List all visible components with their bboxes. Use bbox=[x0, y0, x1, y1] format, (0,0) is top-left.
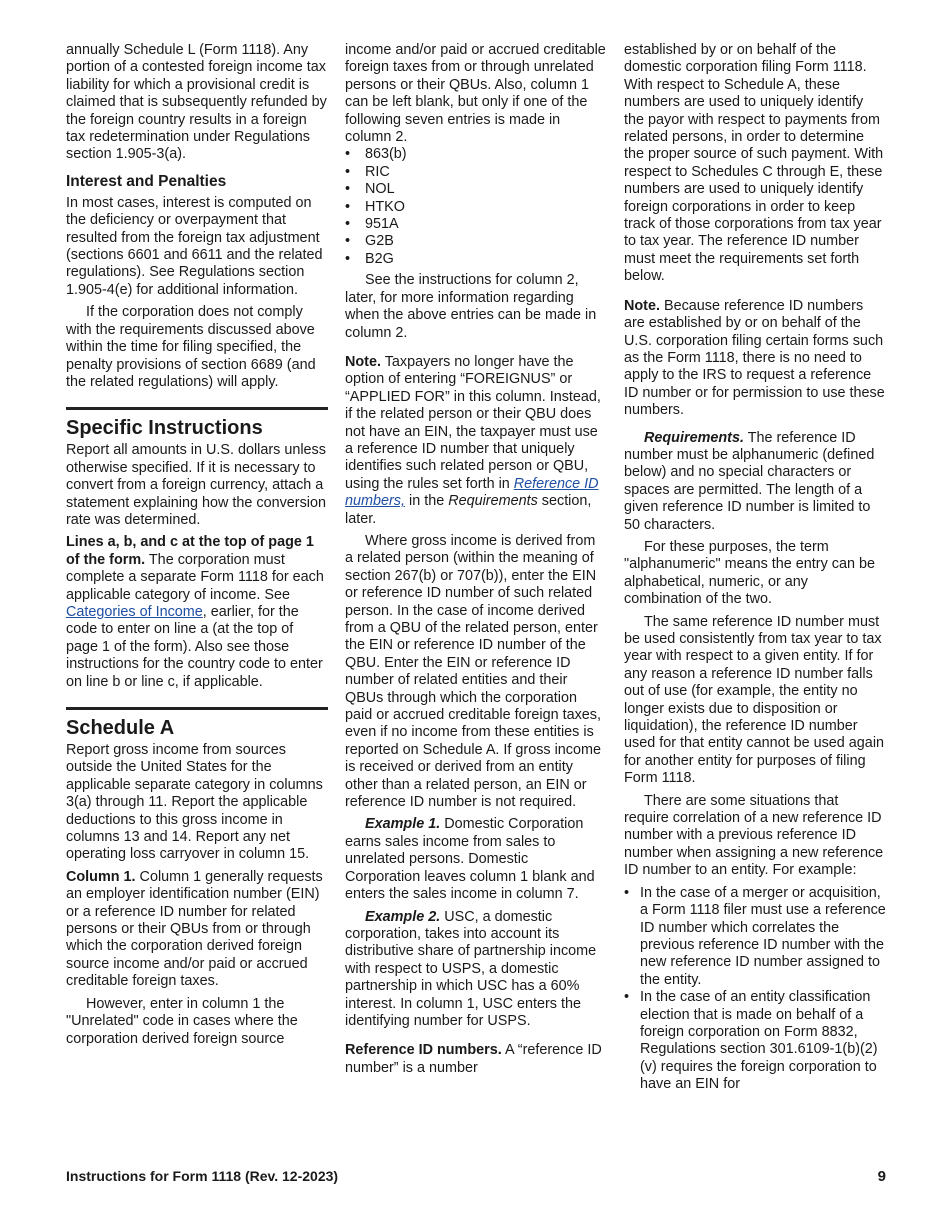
lines-abc-paragraph: Lines a, b, and c at the top of page 1 of the form. The corporation must complete a separate Form 1118 for each applicable category of income. See Categories of Income, earlier, for the code to enter on line a (at the top of page 1 of the form). Also see those instructions for the country code to enter on line b or line c, if applicable. bbox=[66, 534, 324, 690]
list-item: • In the case of an entity classification election that is made on behalf of a foreign corporation on Form 8832, Regulations section 301.6109-1(b)(2)(v) requires the foreign corporation to have an EIN for bbox=[624, 989, 878, 1093]
paragraph: income and/or paid or accrued creditable foreign taxes from or through unrelated persons or their QBUs. Also, column 1 can be left blank, but only if one of the following seven entries is made in column 2. bbox=[345, 42, 606, 146]
specific-instructions-heading: Specific Instructions bbox=[66, 407, 328, 442]
interest-penalties-heading: Interest and Penalties bbox=[66, 172, 227, 190]
list-item: • 863(b) bbox=[345, 146, 607, 163]
reference-id-numbers-link[interactable]: Reference ID numbers, bbox=[345, 475, 599, 510]
column-middle bbox=[345, 42, 607, 1082]
requirements-lead: Requirements. bbox=[644, 429, 744, 446]
list-item: • RIC bbox=[345, 164, 607, 181]
lines-abc-lead: Lines a, b, and c at the top of page 1 of the form. bbox=[66, 534, 314, 568]
list-item: • B2G bbox=[345, 251, 607, 268]
requirements-paragraph: Requirements. The reference ID number must be alphanumeric (defined below) and no special characters or spaces are permitted. The length of a given reference ID number is limited to 50 characters. bbox=[624, 429, 875, 533]
page-number: 9 bbox=[877, 1168, 886, 1185]
reference-id-paragraph: Reference ID numbers. A “reference ID number” is a number bbox=[345, 1042, 602, 1076]
column-1-lead: Column 1. bbox=[66, 868, 136, 885]
reference-id-lead: Reference ID numbers. bbox=[345, 1042, 502, 1059]
example-2-lead: Example 2. bbox=[365, 908, 441, 925]
note-paragraph: Note. Taxpayers no longer have the option of entering “FOREIGNUS” or “APPLIED FOR” in this column. Instead, if the related person or their QBU does not have an EIN, the taxpayer must use a reference ID number that uniquely identifies such related person or QBU, using the rules set forth in Reference ID numbers, in the Requirements section, later. bbox=[345, 353, 601, 527]
list-item: • 951A bbox=[345, 216, 607, 233]
footer-title: Instructions for Form 1118 (Rev. 12-2023) bbox=[66, 1168, 339, 1184]
situation-list bbox=[624, 885, 886, 1094]
paragraph: There are some situations that require correlation of a new reference ID number with a previous reference ID number when assigning a new reference ID number to an entity. For example: bbox=[624, 792, 884, 879]
column-left bbox=[66, 42, 328, 1053]
paragraph: If the corporation does not comply with the requirements discussed above within the time for filing specified, the penalty provisions of section 6689 (and the related regulations) will apply. bbox=[66, 304, 316, 390]
schedule-a-heading: Schedule A bbox=[66, 707, 328, 742]
paragraph: For these purposes, the term "alphanumeric" means the entry can be alphabetical, numeric, or any combination of the two. bbox=[624, 538, 875, 608]
paragraph: See the instructions for column 2, later, for more information regarding when the above entries can be made in column 2. bbox=[345, 272, 597, 341]
column-1-paragraph: Column 1. Column 1 generally requests an employer identification number (EIN) or a reference ID number for related persons or their QBUs from or through which the corporation derived foreign source income and/or paid or accrued creditable foreign taxes. bbox=[66, 868, 323, 990]
list-item: • G2B bbox=[345, 233, 607, 250]
page-footer bbox=[66, 1168, 886, 1185]
paragraph: However, enter in column 1 the "Unrelated" code in cases where the corporation derived foreign source bbox=[66, 995, 298, 1047]
list-item: • HTKO bbox=[345, 199, 607, 216]
example-2-paragraph: Example 2. USC, a domestic corporation, takes into account its distributive share of partnership income with respect to USPS, a domestic partnership in which USC has a 60% interest. In column 1, USC enters the identifying number for USPS. bbox=[345, 908, 597, 1029]
example-1-lead: Example 1. bbox=[365, 816, 441, 833]
paragraph: established by or on behalf of the domestic corporation filing Form 1118. With respect to Schedule A, these numbers are used to uniquely identify the payor with respect to payments from related persons, in order to determine the proper source of such payment. With respect to Schedules C through E, these numbers are used to uniquely identify foreign corporations in order to keep track of those corporations from tax year to tax year. The reference ID number must meet the requirements set forth below. bbox=[624, 42, 884, 285]
paragraph: Report all amounts in U.S. dollars unless otherwise specified. If it is necessary to convert from a foreign currency, attach a statement explaining how the conversion rate was determined. bbox=[66, 442, 326, 528]
paragraph: Report gross income from sources outside the United States for the applicable separate category in columns 3(a) through 11. Report the applicable deductions to this gross income in columns 13 and 14. Report any net operating loss carryover in column 15. bbox=[66, 742, 323, 863]
paragraph: Where gross income is derived from a related person (within the meaning of section 267(b) or 707(b)), enter the EIN or reference ID number of such related person. In the case of income derived from a QBU of the related person, enter the EIN or reference ID number of the QBU. Enter the EIN or reference ID number of related entities and their QBUs through which the corporation paid or accrued creditable foreign taxes, even if no income from these entities is reported on Schedule A. If gross income is received or derived from an entity other than a related person, an EIN or reference ID number is not required. bbox=[345, 532, 601, 811]
list-item: • In the case of a merger or acquisition, a Form 1118 filer must use a reference ID number which correlates the previous reference ID number with the new reference ID number assigned to the entity. bbox=[624, 884, 886, 988]
column-right bbox=[624, 42, 886, 1094]
list-item: • NOL bbox=[345, 181, 607, 198]
note-paragraph: Note. Because reference ID numbers are established by or on behalf of the U.S. corporation filing certain forms such as the Form 1118, there is no need to apply to the IRS to request a reference ID number or for permission to use these numbers. bbox=[624, 297, 885, 419]
categories-of-income-link[interactable]: Categories of Income bbox=[66, 603, 203, 620]
code-list bbox=[345, 146, 607, 268]
note-lead: Note. bbox=[624, 297, 660, 314]
paragraph: In most cases, interest is computed on the deficiency or overpayment that resulted from the foreign tax adjustment (sections 6601 and 6611 and the related regulations). See Regulations section 1.905-4(e) for additional information. bbox=[66, 194, 323, 298]
note-lead: Note. bbox=[345, 353, 381, 370]
paragraph: annually Schedule L (Form 1118). Any portion of a contested foreign income tax liability for which a provisional credit is claimed that is subsequently refunded by the foreign country results in a foreign tax redetermination under Regulations section 1.905-3(a). bbox=[66, 42, 327, 163]
paragraph: The same reference ID number must be used consistently from tax year to tax year with respect to a given entity. If for any reason a reference ID number falls out of use (for example, the entity no longer exists due to disposition or liquidation), the reference ID number used for that entity cannot be used again for another entity for purposes of filing Form 1118. bbox=[624, 613, 885, 787]
example-1-paragraph: Example 1. Domestic Corporation earns sales income from sales to unrelated persons. Domestic Corporation leaves column 1 blank and enters the sales income in column 7. bbox=[345, 816, 595, 903]
